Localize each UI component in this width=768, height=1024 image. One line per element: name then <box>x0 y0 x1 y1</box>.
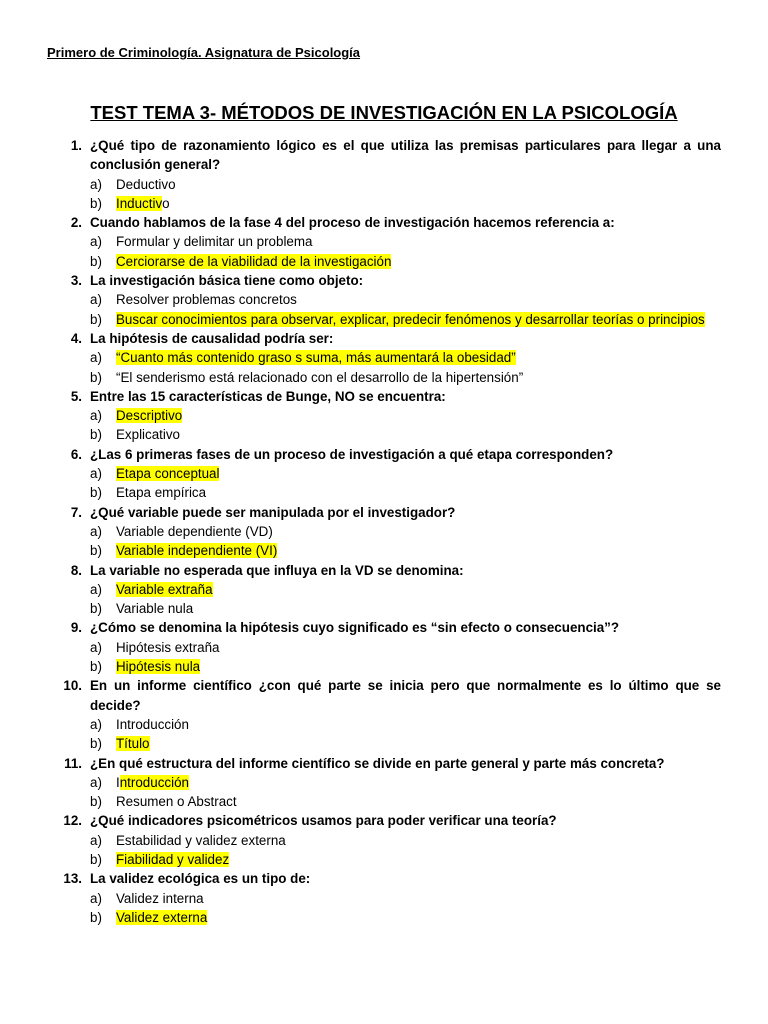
question-item <box>48 387 721 406</box>
page-title: TEST TEMA 3- MÉTODOS DE INVESTIGACIÓN EN LA PSICOLOGÍA <box>90 102 678 123</box>
highlighted-answer: Etapa conceptual <box>116 466 220 482</box>
highlighted-answer: Título <box>116 736 150 752</box>
question-item <box>48 676 721 715</box>
option-letter: a) <box>90 466 102 482</box>
question-text: ¿Qué indicadores psicométricos usamos para poder verificar una teoría? <box>90 813 557 829</box>
question-text: ¿Las 6 primeras fases de un proceso de investigación a qué etapa corresponden? <box>90 446 614 462</box>
answer-option <box>90 599 721 618</box>
option-letter: b) <box>90 794 102 810</box>
question-number: 12. <box>63 813 82 829</box>
answer-option <box>90 425 721 444</box>
question-item <box>48 136 721 175</box>
answer-option <box>90 580 721 599</box>
highlighted-answer: ntroducción <box>119 774 189 790</box>
question-text: ¿Qué variable puede ser manipulada por el investigador? <box>90 504 456 520</box>
option-text <box>116 541 721 560</box>
question-item <box>48 445 721 464</box>
option-text: “El senderismo está relacionado con el desarrollo de la hipertensión” <box>116 369 524 385</box>
option-text: Explicativo <box>116 427 181 443</box>
option-letter: a) <box>90 639 102 655</box>
highlighted-answer: Validez externa <box>116 909 208 925</box>
question-item <box>48 618 721 637</box>
option-letter: a) <box>90 890 102 906</box>
question-number: 9. <box>70 620 82 636</box>
question-number: 4. <box>70 330 82 346</box>
document-header: Primero de Criminología. Asignatura de Psicología <box>47 45 361 60</box>
option-letter: a) <box>90 716 102 732</box>
answer-rest: o <box>162 195 170 211</box>
option-letter: b) <box>90 659 102 675</box>
answer-option <box>90 889 721 908</box>
question-text: ¿Qué tipo de razonamiento lógico es el que utiliza las premisas particulares para llegar a una conclusión general? <box>90 138 721 173</box>
question-text: Entre las 15 características de Bunge, NO se encuentra: <box>90 388 446 404</box>
option-letter: a) <box>90 832 102 848</box>
question-text: La validez ecológica es un tipo de: <box>90 871 311 887</box>
answer-option <box>90 290 721 309</box>
option-text <box>116 908 721 927</box>
option-letter: a) <box>90 350 102 366</box>
option-letter: b) <box>90 195 102 211</box>
option-text: Resolver problemas concretos <box>116 292 297 308</box>
question-text: La variable no esperada que influya en la VD se denomina: <box>90 562 464 578</box>
option-letter: b) <box>90 736 102 752</box>
option-text: Variable nula <box>116 601 194 617</box>
answer-option <box>90 792 721 811</box>
option-letter: a) <box>90 176 102 192</box>
answer-option <box>90 908 721 927</box>
option-text: Formular y delimitar un problema <box>116 234 313 250</box>
option-text: Variable dependiente (VD) <box>116 523 273 539</box>
question-number: 3. <box>70 273 82 289</box>
option-text: Etapa empírica <box>116 485 207 501</box>
answer-option <box>90 850 721 869</box>
question-item <box>48 754 721 773</box>
option-text <box>116 657 721 676</box>
option-letter: b) <box>90 909 102 925</box>
question-text: En un informe científico ¿con qué parte se inicia pero que normalmente es lo último que se decide? <box>90 678 721 713</box>
highlighted-answer: Inductiv <box>116 195 163 211</box>
option-text <box>116 406 721 425</box>
answer-option <box>90 348 721 367</box>
option-text: Estabilidad y validez externa <box>116 832 286 848</box>
question-item <box>48 869 721 888</box>
question-text: ¿En qué estructura del informe científico se divide en parte general y parte más concreta? <box>90 755 665 771</box>
question-item <box>48 503 721 522</box>
option-letter: a) <box>90 581 102 597</box>
answer-option <box>90 194 721 213</box>
question-number: 10. <box>63 678 82 694</box>
option-letter: a) <box>90 408 102 424</box>
option-letter: a) <box>90 774 102 790</box>
highlighted-answer: Fiabilidad y validez <box>116 851 230 867</box>
question-text: La investigación básica tiene como objeto: <box>90 273 364 289</box>
option-text <box>116 850 721 869</box>
answer-prefix: I <box>116 774 120 790</box>
option-text: Hipótesis extraña <box>116 639 220 655</box>
option-letter: b) <box>90 851 102 867</box>
option-text <box>116 773 721 792</box>
question-text: La hipótesis de causalidad podría ser: <box>90 330 334 346</box>
answer-option <box>90 773 721 792</box>
option-text <box>116 310 721 329</box>
question-text: ¿Cómo se denomina la hipótesis cuyo significado es “sin efecto o consecuencia”? <box>90 620 620 636</box>
highlighted-answer: Hipótesis nula <box>116 659 201 675</box>
question-number: 1. <box>70 138 82 153</box>
option-letter: b) <box>90 311 102 327</box>
option-letter: b) <box>90 253 102 269</box>
option-text <box>116 734 721 753</box>
option-text: Validez interna <box>116 890 204 906</box>
option-letter: a) <box>90 292 102 308</box>
question-number: 2. <box>70 215 82 231</box>
question-item <box>48 811 721 830</box>
answer-option <box>90 175 721 194</box>
option-letter: b) <box>90 543 102 559</box>
question-item <box>48 329 721 348</box>
question-number: 13. <box>63 871 82 887</box>
answer-option <box>90 715 721 734</box>
question-text: Cuando hablamos de la fase 4 del proceso de investigación hacemos referencia a: <box>90 215 615 231</box>
option-text <box>116 464 721 483</box>
answer-option <box>90 406 721 425</box>
highlighted-answer: “Cuanto más contenido graso s suma, más aumentará la obesidad” <box>116 350 516 366</box>
answer-option <box>90 464 721 483</box>
option-text: Introducción <box>116 716 189 732</box>
highlighted-answer: Cerciorarse de la viabilidad de la investigación <box>116 253 392 269</box>
option-text <box>116 252 721 271</box>
question-item <box>48 271 721 290</box>
answer-option <box>90 541 721 560</box>
option-letter: b) <box>90 601 102 617</box>
answer-option <box>90 232 721 251</box>
question-item <box>48 561 721 580</box>
question-list <box>48 136 721 927</box>
answer-option <box>90 657 721 676</box>
option-text <box>116 194 721 213</box>
answer-option <box>90 522 721 541</box>
option-text <box>116 348 721 367</box>
option-text: Deductivo <box>116 176 176 192</box>
highlighted-answer: Descriptivo <box>116 408 183 424</box>
answer-option <box>90 734 721 753</box>
question-item <box>48 213 721 232</box>
question-number: 6. <box>70 446 82 462</box>
option-letter: a) <box>90 234 102 250</box>
answer-option <box>90 368 721 387</box>
answer-option <box>90 252 721 271</box>
highlighted-answer: Variable extraña <box>116 581 213 597</box>
answer-option <box>90 831 721 850</box>
highlighted-answer: Buscar conocimientos para observar, explicar, predecir fenómenos y desarrollar teorías o principios <box>116 311 705 327</box>
question-number: 8. <box>70 562 82 578</box>
answer-option <box>90 483 721 502</box>
option-letter: b) <box>90 369 102 385</box>
option-letter: b) <box>90 485 102 501</box>
answer-option <box>90 638 721 657</box>
option-letter: a) <box>90 523 102 539</box>
highlighted-answer: Variable independiente (VI) <box>116 543 278 559</box>
option-text <box>116 580 721 599</box>
question-number: 11. <box>64 755 82 771</box>
question-number: 5. <box>70 388 82 404</box>
question-number: 7. <box>70 504 82 520</box>
answer-option <box>90 310 721 329</box>
option-text: Resumen o Abstract <box>116 794 237 810</box>
option-letter: b) <box>90 427 102 443</box>
